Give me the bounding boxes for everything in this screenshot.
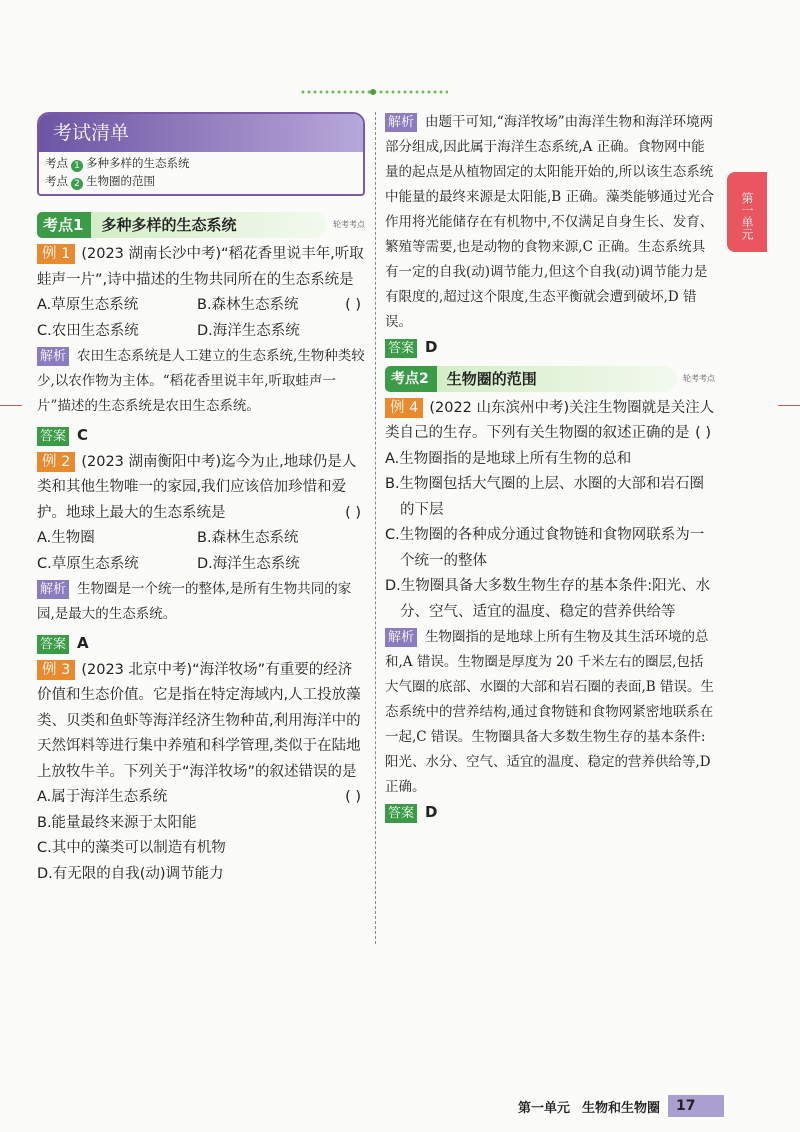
example-label: 例 4 (385, 398, 423, 418)
answer-label: 答案 (385, 804, 417, 823)
margin-mark-right (778, 405, 800, 406)
decorative-dots (300, 90, 448, 94)
option: D.海洋生态系统 (197, 555, 300, 572)
number-badge: 2 (71, 178, 83, 190)
option: B.森林生态系统 (197, 530, 299, 546)
option: A.生物圈指的是地球上所有生物的总和 (385, 450, 632, 467)
section-note: 轮考考点 (683, 373, 715, 383)
analysis-text: 农田生态系统是人工建立的生态系统,生物种类较少,以农作物为主体。“稻花香里说丰年,听取蛙声一片”描述的生态系统是农田生态系统。 (37, 348, 365, 414)
footer-part: 生物和生物圈 (582, 1100, 661, 1116)
answer-label: 答案 (37, 635, 69, 654)
analysis-label: 解析 (37, 347, 69, 366)
answer-blank: ( ) (695, 425, 711, 441)
question-text: (2023 北京中考)“海洋牧场”有重要的经济价值和生态价值。它是指在特定海域内,人工投放藻类、贝类和鱼虾等海洋经济生物种苗,利用海洋中的天然饵料等进行集中养殖和科学管理,类似于在陆地上放牧牛羊。下列关于“海洋牧场”的叙述错误的是 (37, 661, 361, 780)
option: D.有无限的自我(动)调节能力 (37, 865, 224, 882)
analysis-label: 解析 (385, 628, 417, 647)
answer-label: 答案 (37, 427, 69, 446)
example-label: 例 3 (37, 660, 75, 680)
answer-value: D (425, 803, 438, 821)
option: B.能量最终来源于太阳能 (37, 814, 197, 831)
exam-list-box (37, 112, 365, 196)
section-header-2 (385, 366, 715, 392)
section-badge: 考点2 (385, 366, 437, 392)
example-label: 例 1 (37, 244, 75, 264)
option: A.草原生态系统 (37, 297, 139, 313)
example-3 (37, 658, 365, 888)
analysis-label: 解析 (385, 113, 417, 132)
page-number: 17 (668, 1095, 724, 1117)
analysis-label: 解析 (37, 580, 69, 599)
example-2 (37, 450, 365, 658)
option: A.属于海洋生态系统 (37, 789, 168, 805)
option: A.生物圈 (37, 530, 95, 546)
margin-mark-left (0, 405, 22, 406)
option: C.农田生态系统 (37, 322, 139, 339)
left-column (37, 112, 365, 887)
section-title: 生物圈的范围 (437, 366, 677, 392)
section-note: 轮考考点 (333, 220, 365, 230)
section-badge: 考点1 (37, 212, 91, 238)
answer-value: D (425, 338, 438, 356)
answer-blank: ( ) (345, 297, 361, 313)
section-header-1 (37, 212, 365, 238)
option: C.其中的藻类可以制造有机物 (37, 840, 226, 856)
option: B.生物圈包括大气圈的上层、水圈的大部和岩石圈的下层 (385, 476, 705, 518)
answer-blank: ( ) (345, 789, 361, 805)
footer-unit: 第一单元 (518, 1100, 571, 1116)
page-footer (518, 1095, 724, 1117)
column-divider (375, 112, 376, 944)
analysis-text: 生物圈是一个统一的整体,是所有生物共同的家园,是最大的生态系统。 (37, 581, 352, 622)
analysis-text: 生物圈指的是地球上所有生物及其生活环境的总和,A 错误。生物圈是厚度为 20 千米左右的圈层,包括大气圈的底部、水圈的大部和岩石圈的表面,B 错误。生态系统中的营养结构,通过食物链和食物网紧密地联系在一起,C 错误。生物圈具备大多数生物生存的基本条件:阳光、水分、空气、适宜的温度、稳定的营养供给等,D 正确。 (385, 629, 715, 795)
option: C.生物圈的各种成分通过食物链和食物网联系为一个统一的整体 (385, 527, 705, 569)
example-1 (37, 242, 365, 450)
exam-list-item: 考点 1 多种多样的生态系统 (45, 156, 190, 171)
analysis-text: 由题干可知,“海洋牧场”由海洋生物和海洋环境两部分组成,因此属于海洋生态系统,A 正确。食物网中能量的起点是从植物固定的太阳能开始的,所以该生态系统中能量的最终来源是太阳能,B 正确。藻类能够通过光合作用将光能储存在有机物中,不仅满足自身生长、发育、繁殖等需要,也是动物的食物来源,C 正确。生态系统具有一定的自我(动)调节能力,但这个自我(动)调节能力是有限度的,超过这个限度,生态平衡就会遭到破坏,D 错误。 (385, 114, 715, 330)
answer-label: 答案 (385, 339, 417, 358)
section-title: 多种多样的生态系统 (91, 212, 327, 238)
number-badge: 1 (71, 160, 83, 172)
exam-list-title: 考试清单 (39, 114, 363, 152)
example-4 (385, 396, 715, 827)
option: C.草原生态系统 (37, 555, 139, 572)
answer-value: A (77, 634, 89, 652)
option: D.生物圈具备大多数生物生存的基本条件:阳光、水分、空气、适宜的温度、稳定的营养供给等 (385, 578, 711, 620)
exam-list-item: 考点 2 生物圈的范围 (45, 174, 155, 189)
answer-blank: ( ) (345, 504, 361, 521)
unit-side-tab: 第一单元 (727, 172, 767, 252)
question-text: (2022 山东滨州中考)关注生物圈就是关注人类自己的生存。下列有关生物圈的叙述正确的是 (385, 399, 715, 441)
right-column (385, 110, 715, 827)
option: B.森林生态系统 (197, 297, 299, 313)
example-label: 例 2 (37, 452, 75, 472)
question-text: (2023 湖南衡阳中考)迄今为止,地球仍是人类和其他生物唯一的家园,我们应该倍加珍惜和爱护。地球上最大的生态系统是 (37, 453, 357, 521)
answer-value: C (77, 426, 89, 444)
option: D.海洋生态系统 (197, 322, 300, 339)
question-text: (2023 湖南长沙中考)“稻花香里说丰年,听取蛙声一片”,诗中描述的生物共同所在的生态系统是 (37, 246, 364, 288)
